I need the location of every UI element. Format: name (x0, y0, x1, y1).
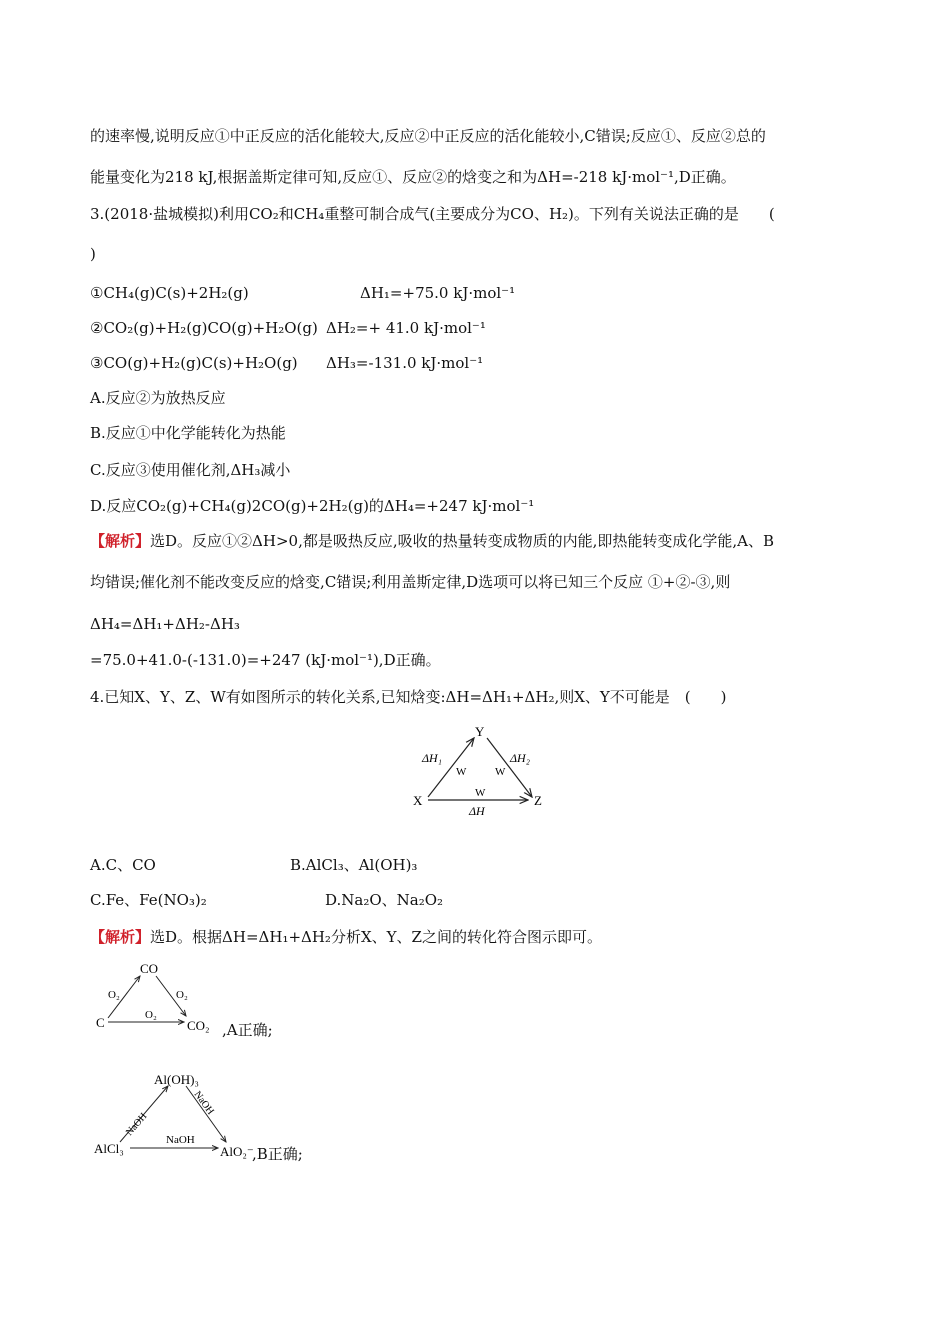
equation-3-formula: ③CO(g)+H₂(g)C(s)+H₂O(g) (90, 354, 298, 372)
question-4-option-b: B.AlCl₃、Al(OH)₃ (290, 856, 418, 874)
equation-1-enthalpy: ΔH₁=+75.0 kJ·mol⁻¹ (360, 284, 516, 302)
analysis-3-line-2: 均错误;催化剂不能改变反应的焓变,C错误;利用盖斯定律,D选项可以将已知三个反应 ①+②-③,则 (90, 573, 731, 591)
option-b: B.反应①中化学能转化为热能 (90, 424, 286, 442)
analysis-tag: 【解析】 (90, 532, 151, 550)
analysis-text: 选D。反应①②ΔH>0,都是吸热反应,吸收的热量转变成物质的内能,即热能转变成化学能,A、B (150, 532, 774, 550)
analysis-3-line-1 (90, 531, 774, 551)
label-o2-bottom: O₂ (145, 1009, 157, 1021)
node-y: Y (475, 724, 485, 739)
aluminium-diagram (90, 1070, 255, 1165)
label-o2-left: O₂ (108, 989, 120, 1001)
node-alo2: AlO₂⁻ (220, 1144, 254, 1159)
equation-2-enthalpy: ΔH₂=+ 41.0 kJ·mol⁻¹ (326, 319, 486, 337)
node-c: C (96, 1015, 105, 1030)
option-d: D.反应CO₂(g)+CH₄(g)2CO(g)+2H₂(g)的ΔH₄=+247 kJ·mol⁻¹ (90, 497, 535, 515)
label-dh2: ΔH₂ (510, 751, 530, 765)
question-4-option-d: D.Na₂O、Na₂O₂ (325, 891, 444, 909)
carbon-diagram (90, 958, 225, 1038)
text-line-1: 的速率慢,说明反应①中正反应的活化能较大,反应②中正反应的活化能较小,C错误;反应①、反应②总的 (90, 127, 766, 145)
analysis-4-option-a-result: ,A正确; (222, 1021, 273, 1039)
analysis-tag: 【解析】 (90, 928, 151, 946)
label-naoh-bottom: NaOH (166, 1134, 195, 1146)
node-alcl3: AlCl₃ (94, 1141, 124, 1156)
label-w-right: W (495, 766, 506, 778)
option-c: C.反应③使用催化剂,ΔH₃减小 (90, 461, 291, 479)
analysis-3-line-3: ΔH₄=ΔH₁+ΔH₂-ΔH₃ (90, 615, 240, 633)
label-w-bottom: W (475, 787, 486, 799)
question-3-stem: 3.(2018·盐城模拟)利用CO₂和CH₄重整可制合成气(主要成分为CO、H₂)。下列有关说法正确的是 ( (90, 205, 775, 223)
node-x: X (413, 793, 423, 808)
question-4-option-c: C.Fe、Fe(NO₃)₂ (90, 891, 207, 909)
analysis-4-line-1 (90, 927, 602, 947)
text-line-2: 能量变化为218 kJ,根据盖斯定律可知,反应①、反应②的焓变之和为ΔH=-218 kJ·mol⁻¹,D正确。 (90, 168, 736, 186)
node-co2: CO₂ (187, 1018, 210, 1033)
question-3-close-paren: ) (90, 245, 96, 263)
question-4-option-a: A.C、CO (90, 856, 156, 874)
label-naoh-right: NaOH (191, 1089, 216, 1117)
label-dh: ΔH (469, 804, 485, 818)
label-dh1: ΔH₁ (422, 751, 442, 765)
node-z: Z (534, 793, 542, 808)
analysis-4-option-b-result: ,B正确; (252, 1145, 303, 1163)
label-w-left: W (456, 766, 467, 778)
label-o2-right: O₂ (176, 989, 188, 1001)
question-4-stem: 4.已知X、Y、Z、W有如图所示的转化关系,已知焓变:ΔH=ΔH₁+ΔH₂,则X、Y不可能是 ( ) (90, 688, 727, 706)
label-naoh-left: NaOH (123, 1111, 150, 1138)
xyz-diagram (400, 722, 580, 822)
equation-1-formula: ①CH₄(g)C(s)+2H₂(g) (90, 284, 249, 302)
equation-2-formula: ②CO₂(g)+H₂(g)CO(g)+H₂O(g) (90, 319, 318, 337)
option-a: A.反应②为放热反应 (90, 389, 226, 407)
node-co: CO (140, 961, 159, 976)
node-aloh3: Al(OH)₃ (154, 1072, 199, 1087)
equation-3-enthalpy: ΔH₃=-131.0 kJ·mol⁻¹ (326, 354, 484, 372)
analysis-text: 选D。根据ΔH=ΔH₁+ΔH₂分析X、Y、Z之间的转化符合图示即可。 (150, 928, 602, 946)
analysis-3-line-4: =75.0+41.0-(-131.0)=+247 (kJ·mol⁻¹),D正确。 (90, 651, 441, 669)
